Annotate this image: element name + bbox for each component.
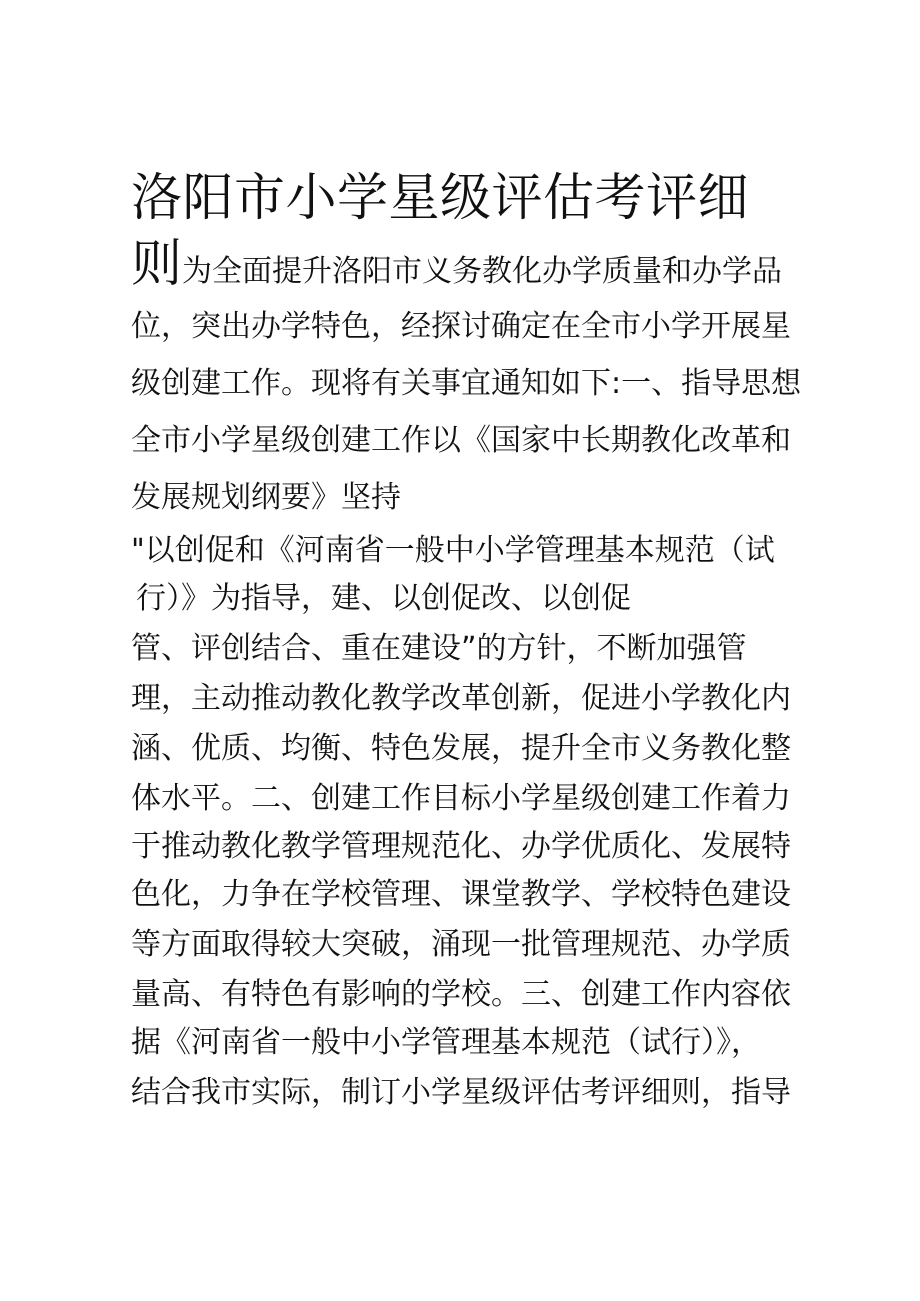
paragraph-line: 据《河南省一般中小学管理基本规范（试行）》，: [131, 1025, 761, 1060]
document-title-line-1: 洛阳市小学星级评估考评细: [131, 169, 750, 228]
paragraph-line: 结合我市实际，制订小学星级评估考评细则，指导: [131, 1075, 791, 1110]
document-title-line-2: [131, 236, 782, 294]
paragraph-line: 发展规划纲要》坚持: [131, 480, 401, 515]
document-title-end-char: 则: [131, 235, 183, 294]
paragraph-line: 行）》为指导，建、以创促改、以创促: [136, 581, 631, 616]
paragraph-line: 级创建工作。现将有关事宜通知如下:一、指导思想: [131, 366, 802, 401]
paragraph-line: 为全面提升洛阳市义务教化办学质量和办学品: [182, 254, 783, 289]
paragraph-line: 涵、优质、均衡、特色发展，提升全市义务教化整: [131, 731, 791, 766]
paragraph-line: "以创促和《河南省一般中小学管理基本规范（试: [131, 533, 775, 568]
paragraph-line: 理，主动推动教化教学改革创新，促进小学教化内: [131, 681, 791, 716]
paragraph-line: 等方面取得较大突破，涌现一批管理规范、办学质: [131, 927, 791, 962]
paragraph-line: 于推动教化教学管理规范化、办学优质化、发展特: [131, 829, 791, 864]
paragraph-line: 体水平。二、创建工作目标小学星级创建工作着力: [131, 781, 791, 816]
paragraph-line: 管、评创结合、重在建设”的方针，不断加强管: [131, 631, 747, 666]
paragraph-line: 位，突出办学特色，经探讨确定在全市小学开展星: [131, 309, 791, 344]
paragraph-line: 色化，力争在学校管理、课堂教学、学校特色建设: [131, 877, 791, 912]
paragraph-line: 量高、有特色有影响的学校。三、创建工作内容依: [131, 977, 791, 1012]
paragraph-line: 全市小学星级创建工作以《国家中长期教化改革和: [131, 423, 791, 458]
